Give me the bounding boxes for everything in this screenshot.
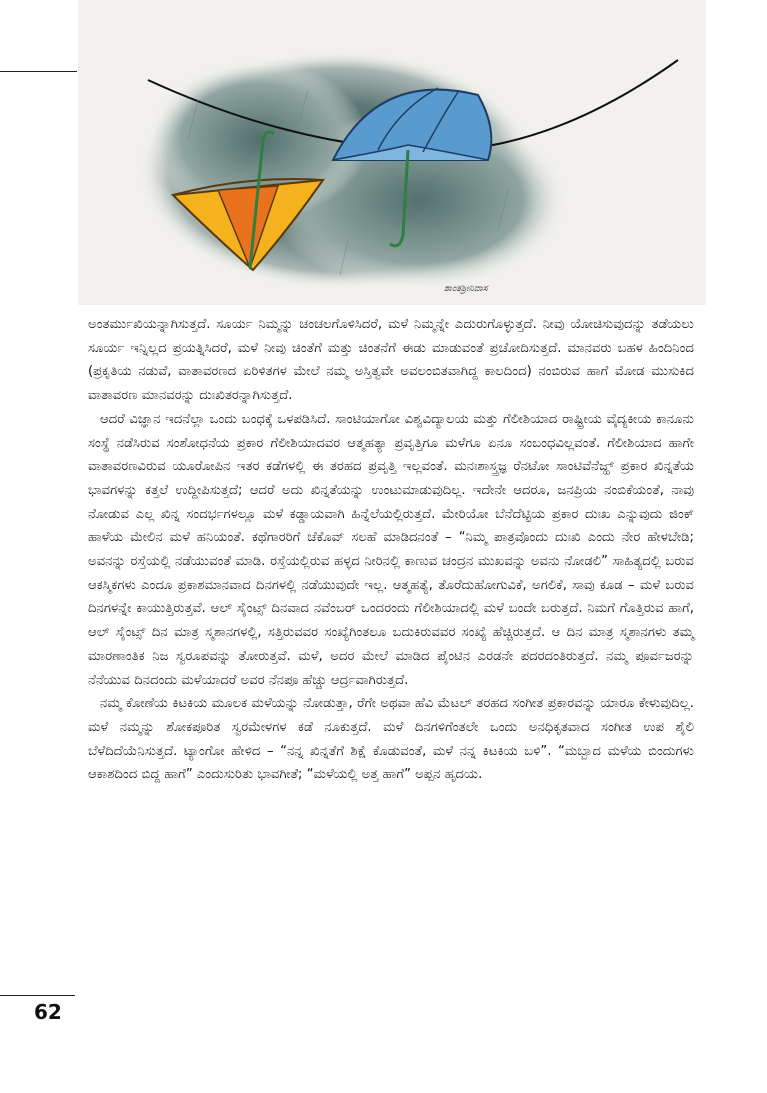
paragraph: ಆದರೆ ವಿಜ್ಞಾನ ಇದನೆಲ್ಲಾ ಒಂದು ಬಂಧಕ್ಕೆ ಒಳಪಡಿಸಿದೆ. ಸಾಂಟಿಯಾಗೋ ವಿಶ್ವವಿದ್ಯಾಲಯ ಮತ್ತು ಗೆಲೀಶಿಯಾದ ರಾಷ್ಟ್ರೀಯ ವೈದ್ಯಕೀಯ ಕಾನೂನು ಸಂಸ್ಥೆ ನಡೆಸಿರುವ ಸಂಶೋಧನೆಯ ಪ್ರಕಾರ ಗೆಲೀಶಿಯಾದವರ ಆತ್ಮಹತ್ಯಾ ಪ್ರವೃತ್ತಿಗೂ ಮಳೆಗೂ ಏನೂ ಸಂಬಂಧವಿಲ್ಲವಂತೆ. ಗೆಲೀಶಿಯಾದ ಹಾಗೇ ವಾತಾವರಣವಿರುವ ಯೂರೋಪಿನ ಇತರ ಕಡೆಗಳಲ್ಲಿ ಈ ತರಹದ ಪ್ರವೃತ್ತಿ ಇಲ್ಲವಂತೆ. ಮನಃಶಾಸ್ತ್ರಜ್ಞ ರೆನಟೋ ಸಾಂಟಿವೆನೆಜ್ಹ್ ಪ್ರಕಾರ ಖಿನ್ನತೆಯ ಭಾವಗಳನ್ನು ಕತ್ತಲೆ ಉದ್ದೀಪಿಸುತ್ತದೆ; ಆದರೆ ಅದು ಖಿನ್ನತೆಯನ್ನು ಉಂಟುಮಾಡುವುದಿಲ್ಲ. ಇದೇನೇ ಆದರೂ, ಜನಪ್ರಿಯ ನಂಬಿಕೆಯಂತೆ, ನಾವು ನೋಡುವ ಎಲ್ಲ ಖಿನ್ನ ಸಂದರ್ಭಗಳಲ್ಲೂ ಮಳೆ ಕಡ್ಡಾಯವಾಗಿ ಹಿನ್ನೆಲೆಯಲ್ಲಿರುತ್ತದೆ. ಮೇರಿಯೋ ಬೆನೆದೆಟ್ಟಿಯ ಪ್ರಕಾರ ದುಃಖ ಎನ್ನುವುದು ಜಿಂಕ್ ಹಾಳೆಯ ಮೇಲಿನ ಮಳೆ ಹನಿಯಂತೆ. ಕಥೆಗಾರರಿಗೆ ಚೆಕೊವ್ ಸಲಹೆ ಮಾಡಿದನಂತೆ – “ನಿಮ್ಮ ಪಾತ್ರವೊಂದು ದುಃಖಿ ಎಂದು ನೇರ ಹೇಳಬೇಡಿ; ಅವನನ್ನು ರಸ್ತೆಯಲ್ಲಿ ನಡೆಯುವಂತೆ ಮಾಡಿ. ರಸ್ತೆಯಲ್ಲಿರುವ ಹಳ್ಳದ ನೀರಿನಲ್ಲಿ ಕಾಣುವ ಚಂದ್ರನ ಮುಖವನ್ನು ಅವನು ನೋಡಲಿ” ಸಾಹಿತ್ಯದಲ್ಲಿ ಬರುವ ಆಕಸ್ಮಿಕಗಳು ಎಂದೂ ಪ್ರಕಾಶಮಾನವಾದ ದಿನಗಳಲ್ಲಿ ನಡೆಯುವುದೇ ಇಲ್ಲ. ಆತ್ಮಹತ್ಯೆ, ತೊರೆದುಹೋಗುವಿಕೆ, ಅಗಲಿಕೆ, ಸಾವು ಕೂಡ – ಮಳೆ ಬರುವ ದಿನಗಳನ್ನೇ ಕಾಯುತ್ತಿರುತ್ತವೆ. ಆಲ್ ಸೈಂಟ್ಸ್ ದಿನವಾದ ನವೆಂಬರ್ ಒಂದರಂದು ಗೆಲೀಶಿಯಾದಲ್ಲಿ ಮಳೆ ಬಂದೇ ಬರುತ್ತದೆ. ನಿಮಗೆ ಗೊತ್ತಿರುವ ಹಾಗೆ, ಆಲ್ ಸೈಂಟ್ಸ್ ದಿನ ಮಾತ್ರ ಸ್ಮಶಾನಗಳಲ್ಲಿ, ಸತ್ತಿರುವವರ ಸಂಖ್ಯೆಗಿಂತಲೂ ಬದುಕಿರುವವರ ಸಂಖ್ಯೆ ಹೆಚ್ಚಿರುತ್ತದೆ. ಆ ದಿನ ಮಾತ್ರ ಸ್ಮಶಾನಗಳು ತಮ್ಮ ಮಾರಣಾಂತಿಕ ನಿಜ ಸ್ವರೂಪವನ್ನು ತೋರುತ್ತವೆ. ಮಳೆ, ಅದರ ಮೇಲೆ ಮಾಡಿದ ಪೈಂಟಿನ ಎರಡನೇ ಪದರದಂತಿರುತ್ತದೆ. ನಮ್ಮ ಪೂರ್ವಜರನ್ನು ನೆನೆಯುವ ದಿನದಂದು ಮಳೆಯಾದರೆ ಅವರ ನೆನಪೂ ಹೆಚ್ಚು ಆರ್ದ್ರವಾಗಿರುತ್ತದೆ. — [88, 411, 694, 688]
page-number: 62 — [34, 1000, 62, 1024]
top-margin-rule — [0, 71, 77, 72]
article-body — [88, 313, 694, 787]
umbrellas-on-clothesline-icon — [78, 0, 706, 305]
paragraph: ಅಂತರ್ಮುಖಿಯನ್ನಾಗಿಸುತ್ತದೆ. ಸೂರ್ಯ ನಿಮ್ಮನ್ನು ಚಂಚಲಗೊಳಿಸಿದರೆ, ಮಳೆ ನಿಮ್ಮನ್ನೇ ಎದುರುಗೊಳ್ಳುತ್ತದೆ. ನೀವು ಯೋಚಿಸುವುದನ್ನು ತಡೆಯಲು ಸೂರ್ಯ ಇನ್ನಿಲ್ಲದ ಪ್ರಯತ್ನಿಸಿದರೆ, ಮಳೆ ನೀವು ಚಿಂತೆಗೆ ಮತ್ತು ಚಿಂತನೆಗೆ ಈಡು ಮಾಡುವಂತೆ ಪ್ರಚೋದಿಸುತ್ತದೆ. ಮಾನವರು ಬಹಳ ಹಿಂದಿನಿಂದ (ಪ್ರಕೃತಿಯ ನಡುವೆ, ವಾತಾವರಣದ ಏರಿಳಿತಗಳ ಮೇಲೆ ನಮ್ಮ ಅಸ್ತಿತ್ವವೇ ಅವಲಂಬಿತವಾಗಿದ್ದ ಕಾಲದಿಂದ) ನಂಬಿರುವ ಹಾಗೆ ಮೋಡ ಮುಸುಕಿದ ವಾತಾವರಣ ಮಾನವರನ್ನು ದುಃಖಿತರನ್ನಾಗಿಸುತ್ತದೆ. — [88, 317, 694, 404]
bottom-margin-rule — [0, 995, 75, 996]
paragraph: ನಮ್ಮ ಕೋಣೆಯ ಕಿಟಕಿಯ ಮೂಲಕ ಮಳೆಯನ್ನು ನೋಡುತ್ತಾ, ರೆಗೇ ಅಥವಾ ಹೆವಿ ಮೆಟಲ್ ತರಹದ ಸಂಗೀತ ಪ್ರಕಾರವನ್ನು ಯಾರೂ ಕೇಳುವುದಿಲ್ಲ. ಮಳೆ ನಮ್ಮನ್ನು ಶೋಕಪೂರಿತ ಸ್ವರಮೇಳಗಳ ಕಡೆ ನೂಕುತ್ತದೆ. ಮಳೆ ದಿನಗಳಿಗೆಂತಲೇ ಒಂದು ಅನಧಿಕೃತವಾದ ಸಂಗೀತ ಉಪ ಶೈಲಿ ಬೆಳೆದಿದೆಯೆನಿಸುತ್ತದೆ. ಟ್ಯಾಂಗೋ ಹೇಳಿದ – “ನನ್ನ ಖಿನ್ನತೆಗೆ ಶಿಕ್ಷೆ ಕೊಡುವಂತೆ, ಮಳೆ ನನ್ನ ಕಿಟಕಿಯ ಬಳಿ”. “ಮಬ್ಬಾದ ಮಳೆಯ ಬಿಂದುಗಳು ಆಕಾಶದಿಂದ ಬಿದ್ದ ಹಾಗೆ” ಎಂದುಸುರಿತು ಭಾವಗೀತೆ; “ಮಳೆಯಲ್ಲಿ ಅತ್ತ ಹಾಗೆ” ಅಪ್ಪನ ಹೃದಯ. — [88, 696, 694, 783]
artist-signature: ಶಾಂತಶ್ರೀನಿವಾಸ — [444, 284, 488, 294]
